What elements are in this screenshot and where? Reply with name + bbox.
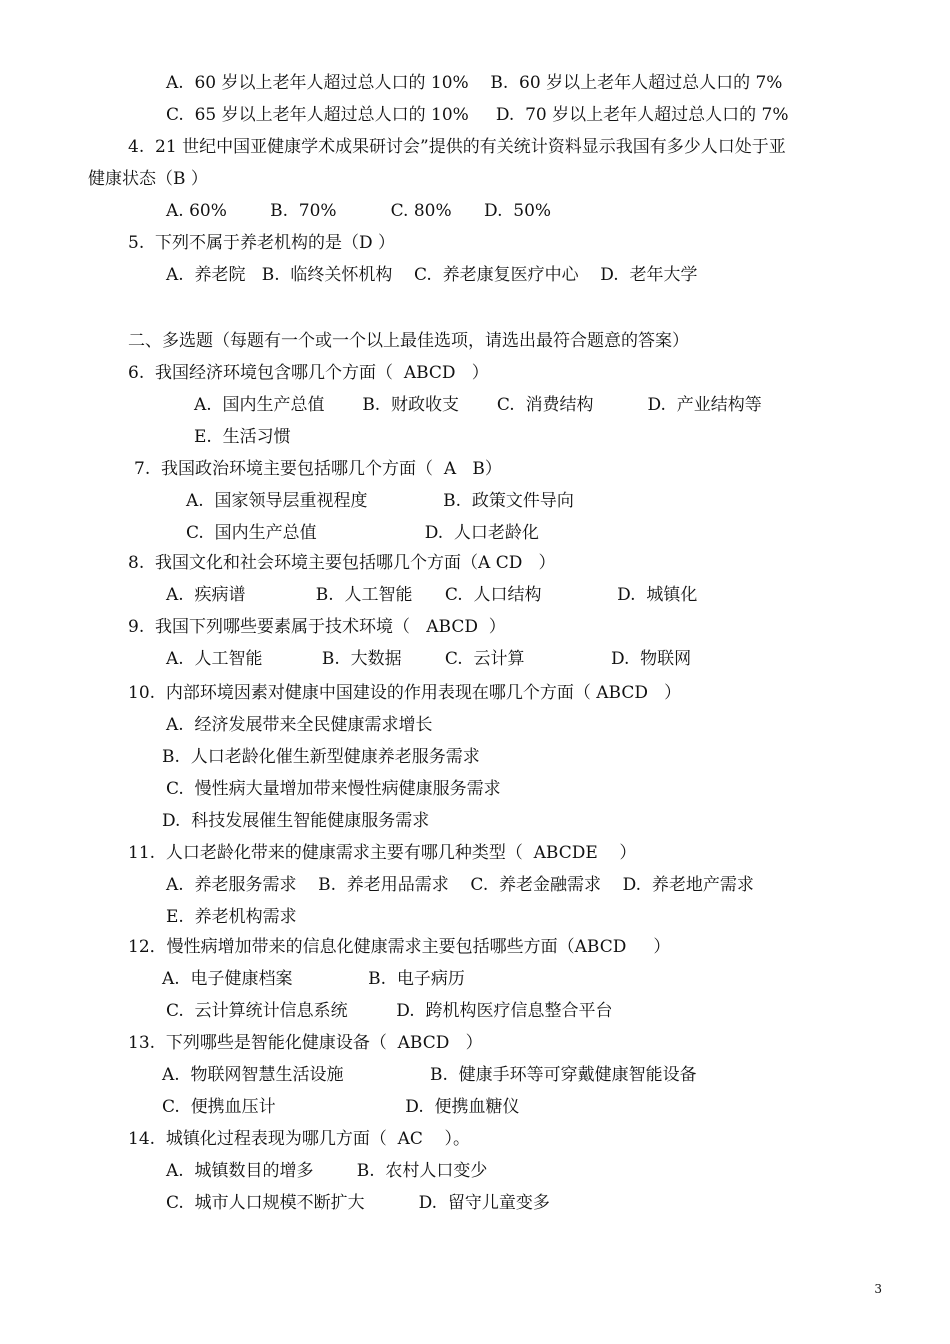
line: A. 国内生产总值 B. 财政收支 C. 消费结构 D. 产业结构等 <box>194 395 762 415</box>
line: 5. 下列不属于养老机构的是（D ） <box>128 233 396 253</box>
line: A. 疾病谱 B. 人工智能 C. 人口结构 D. 城镇化 <box>166 585 698 605</box>
line: A. 城镇数目的增多 B. 农村人口变少 <box>166 1161 488 1181</box>
line: 12．慢性病增加带来的信息化健康需求主要包括哪些方面（ABCD ） <box>128 937 671 957</box>
line: A. 养老服务需求 B. 养老用品需求 C. 养老金融需求 D. 养老地产需求 <box>166 875 754 895</box>
line: A. 60 岁以上老年人超过总人口的 10% B. 60 岁以上老年人超过总人口的 7% <box>166 73 783 93</box>
line: D. 科技发展催生智能健康服务需求 <box>162 811 430 831</box>
line: A. 经济发展带来全民健康需求增长 <box>166 715 433 735</box>
line: 14. 城镇化过程表现为哪几方面（ AC ）。 <box>128 1129 471 1149</box>
line: E. 生活习惯 <box>194 427 291 447</box>
section-heading: 二、多选题（每题有一个或一个以上最佳选项，请选出最符合题意的答案） <box>128 331 689 351</box>
line: 4. 21 世纪中国亚健康学术成果研讨会”提供的有关统计资料显示我国有多少人口处于亚 <box>128 137 786 157</box>
line: 13. 下列哪些是智能化健康设备（ ABCD ） <box>128 1033 483 1053</box>
line: C. 便携血压计 D. 便携血糖仪 <box>162 1097 520 1117</box>
line: A. 物联网智慧生活设施 B. 健康手环等可穿戴健康智能设备 <box>162 1065 697 1085</box>
line: 10. 内部环境因素对健康中国建设的作用表现在哪几个方面（ ABCD ） <box>128 683 682 703</box>
line: B. 人口老龄化催生新型健康养老服务需求 <box>162 747 480 767</box>
line: C. 65 岁以上老年人超过总人口的 10% D. 70 岁以上老年人超过总人口的 7% <box>166 105 789 125</box>
line: 健康状态（B ） <box>88 169 208 189</box>
line: A. 电子健康档案 B. 电子病历 <box>162 969 465 989</box>
line: C. 慢性病大量增加带来慢性病健康服务需求 <box>166 779 501 799</box>
line: C. 云计算统计信息系统 D. 跨机构医疗信息整合平台 <box>166 1001 613 1021</box>
line: E. 养老机构需求 <box>166 907 297 927</box>
line: 7. 我国政治环境主要包括哪几个方面（ A B） <box>134 459 502 479</box>
line: C. 城市人口规模不断扩大 D. 留守儿童变多 <box>166 1193 550 1213</box>
line: 8. 我国文化和社会环境主要包括哪几个方面（A CD ） <box>128 553 556 573</box>
line: 11. 人口老龄化带来的健康需求主要有哪几种类型（ ABCDE ） <box>128 843 637 863</box>
line: A. 国家领导层重视程度 B. 政策文件导向 <box>186 491 574 511</box>
line: A. 60% B. 70% C. 80% D. 50% <box>166 201 552 221</box>
line: 6. 我国经济环境包含哪几个方面（ ABCD ） <box>128 363 489 383</box>
line: C. 国内生产总值 D. 人口老龄化 <box>186 523 539 543</box>
line: A. 人工智能 B. 大数据 C. 云计算 D. 物联网 <box>166 649 692 669</box>
page-number: 3 <box>874 1282 882 1296</box>
line: 9. 我国下列哪些要素属于技术环境（ ABCD ） <box>128 617 506 637</box>
line: A. 养老院 B. 临终关怀机构 C. 养老康复医疗中心 D. 老年大学 <box>166 265 698 285</box>
